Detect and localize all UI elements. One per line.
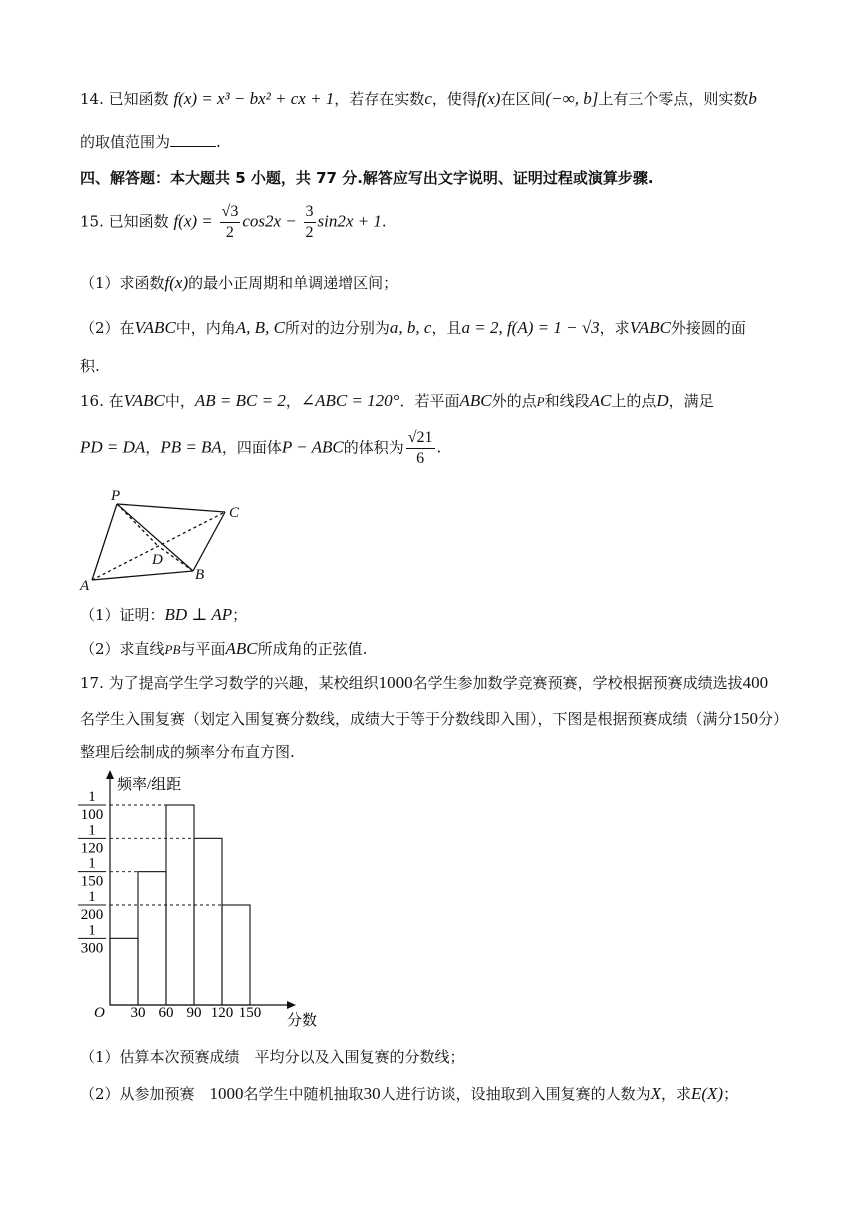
y-tick-numerator: 1 <box>88 789 96 805</box>
q17-number-1000: 1000 <box>378 673 413 692</box>
q16-text: 的体积为 <box>343 438 404 457</box>
q14-text: ，使得 <box>431 90 477 108</box>
q16-text: （1）证明： <box>80 606 165 624</box>
q15-angles: A, B, C <box>235 318 285 337</box>
q17-text: ，求 <box>660 1085 691 1103</box>
section-heading: 四、解答题：本大题共 5 小题，共 77 分.解答应写出文字说明、证明过程或演算步骤. <box>80 169 654 187</box>
q16-text: 和线段 <box>544 392 590 410</box>
label-D: D <box>152 552 163 568</box>
q15-fx: f(x) = <box>173 211 213 231</box>
q15-text: 的最小正周期和单调递增区间； <box>188 274 399 292</box>
q14-var-c: c <box>424 89 432 108</box>
histogram-bar <box>194 838 222 1005</box>
q17-text: 人进行访谈，设抽取到入围复赛的人数为 <box>380 1085 651 1103</box>
q15-text: 所对的边分别为 <box>284 319 390 337</box>
q14-fx: f(x) <box>476 89 501 108</box>
tetrahedron-figure <box>76 488 256 592</box>
q15-text: ，且 <box>431 319 462 337</box>
edge-PD <box>117 504 158 546</box>
x-axis-arrow <box>287 1001 296 1009</box>
q16-eq: AB = BC = 2 <box>194 391 286 410</box>
q17-number-150: 150 <box>732 709 759 728</box>
q16-text: 上的点 <box>611 392 657 410</box>
q15-text: （2）在 <box>80 319 135 337</box>
q16-line2 <box>80 428 441 469</box>
q16-plane: ABC <box>459 391 492 410</box>
q17-text: 为了提高学生学习数学的兴趣，某校组织 <box>108 674 379 692</box>
q15-condition: a = 2, f(A) = 1 − √3 <box>461 318 600 337</box>
q15-frac-sqrt3-2: $\frac{√3}{2}$ <box>221 203 239 241</box>
q16-text: . <box>436 438 442 457</box>
q16-line-pb: PB <box>164 642 181 657</box>
q15-part2 <box>80 317 746 338</box>
x-tick-label: 90 <box>186 1005 202 1021</box>
q16-plane: ABC <box>225 639 258 658</box>
q15-text: 中，内角 <box>175 319 236 337</box>
q16-text: 与平面 <box>180 640 226 658</box>
label-P: P <box>111 488 121 504</box>
q17-number-30: 30 <box>363 1084 381 1103</box>
q16-part2 <box>80 638 367 659</box>
q14-text: ，若存在实数 <box>334 90 425 108</box>
histogram-bar <box>138 872 166 1005</box>
q16-eq: BD ⊥ AP <box>164 605 233 624</box>
q15-triangle: VABC <box>134 318 176 337</box>
q14-text: 上有三个零点，则实数 <box>598 90 749 108</box>
q14-text: 的取值范围为 <box>80 133 171 151</box>
q16-part1 <box>80 604 247 625</box>
q16-text: （2）求直线 <box>80 640 165 658</box>
y-tick-denominator: 100 <box>80 807 104 823</box>
q16-number: 16. <box>80 392 104 410</box>
edge-PC <box>117 504 225 512</box>
y-tick-denominator: 300 <box>80 940 104 957</box>
q14-line2 <box>80 131 221 152</box>
q16-text: 中， <box>164 392 195 410</box>
q16-text: ， <box>145 438 161 457</box>
q16-text: ，四面体 <box>221 438 282 457</box>
edge-BC <box>193 512 225 571</box>
y-tick-denominator: 150 <box>80 873 104 890</box>
x-tick-label: 60 <box>158 1005 174 1021</box>
x-tick-label: 120 <box>210 1005 234 1021</box>
q14-text: 在区间 <box>500 90 546 108</box>
q17-text: 名学生参加数学竞赛预赛，学校根据预赛成绩选拔 <box>412 674 743 692</box>
y-tick-numerator: 1 <box>88 922 96 939</box>
q15-cos: cos2x − <box>242 211 297 231</box>
q16-text: ， <box>285 392 301 410</box>
histogram-bar <box>110 938 138 1005</box>
q16-eq: PD = DA <box>80 437 146 457</box>
q17-text: 名学生入围复赛（划定入围复赛分数线，成绩大于等于分数线即入围），下图是根据预赛成绩（满分 <box>80 710 733 728</box>
y-tick-denominator: 200 <box>80 907 104 923</box>
q16-text: ； <box>232 606 248 624</box>
frequency-histogram <box>72 768 322 1030</box>
q17-text: （2）从参加预赛 <box>80 1085 210 1103</box>
q16-line1 <box>80 390 714 411</box>
q17-line3: 整理后绘制成的频率分布直方图. <box>80 743 295 761</box>
y-tick-numerator: 1 <box>88 889 96 905</box>
q16-segment: AC <box>589 391 612 410</box>
x-tick-label: 30 <box>130 1005 146 1021</box>
y-axis-arrow <box>106 770 114 779</box>
q16-text: ，满足 <box>668 392 714 410</box>
q16-point: D <box>656 391 669 410</box>
edge-BD <box>158 546 193 571</box>
edge-AB <box>92 571 193 580</box>
label-A: A <box>80 578 90 592</box>
x-axis-title: 分数 <box>287 1013 318 1029</box>
q17-line2 <box>80 708 788 729</box>
origin-label: O <box>94 1005 105 1021</box>
q17-part2 <box>80 1083 738 1104</box>
q17-line1 <box>80 672 768 693</box>
q15-sin: sin2x + 1 <box>317 211 382 231</box>
q14-text: 已知函数 <box>108 90 169 108</box>
q16-eq: PB = BA <box>160 437 222 457</box>
q17-text: 分） <box>758 710 789 728</box>
q17-number-400: 400 <box>742 673 769 692</box>
q15-sides: a, b, c <box>389 318 432 337</box>
q16-triangle: VABC <box>123 391 165 410</box>
q17-expectation: E(X) <box>690 1084 724 1103</box>
q16-eq: ∠ABC = 120° <box>300 391 400 410</box>
q15-text: 外接圆的面 <box>670 319 746 337</box>
y-tick-denominator: 120 <box>80 840 104 857</box>
y-tick-numerator: 1 <box>88 855 96 872</box>
y-axis-title: 频率/组距 <box>117 777 182 793</box>
y-tick-numerator: 1 <box>88 822 96 839</box>
q14-text: . <box>216 133 221 151</box>
x-tick-label: 150 <box>238 1005 262 1021</box>
q15-part1 <box>80 272 398 293</box>
label-B: B <box>195 567 205 583</box>
q15-text: . <box>381 212 387 231</box>
q17-number: 17. <box>80 674 104 692</box>
q15-number: 15. <box>80 212 104 231</box>
q15-text: 已知函数 <box>108 212 169 231</box>
q17-text: ； <box>723 1085 739 1103</box>
q15-fx: f(x) <box>164 273 189 292</box>
q16-text: 外的点 <box>491 392 537 410</box>
histogram-bar <box>222 905 250 1005</box>
q15-frac-3-2: $\frac{3}{2}$ <box>305 203 314 241</box>
q16-tetrahedron: P − ABC <box>281 437 344 457</box>
q17-var-x: X <box>650 1084 661 1103</box>
label-C: C <box>229 505 240 521</box>
q17-number-1000: 1000 <box>209 1084 244 1103</box>
q15-part2-cont: 积. <box>80 357 100 375</box>
q14-function: f(x) = x³ − bx² + cx + 1 <box>173 89 335 108</box>
q16-point: P <box>536 394 545 409</box>
q15-triangle: VABC <box>629 318 671 337</box>
q14-var-b: b <box>748 89 757 108</box>
q14-number: 14. <box>80 90 104 108</box>
q14-line1 <box>80 88 757 109</box>
q17-text: 名学生中随机抽取 <box>243 1085 364 1103</box>
q15-line1 <box>80 202 387 243</box>
q15-text: （1）求函数 <box>80 274 165 292</box>
q16-text: 在 <box>108 392 124 410</box>
q16-volume-frac: $\frac{√21}{6}$ <box>407 429 433 467</box>
q14-interval: (−∞, b] <box>545 89 599 108</box>
q16-text: ．若平面 <box>399 392 460 410</box>
q17-part1: （1）估算本次预赛成绩 平均分以及入围复赛的分数线； <box>80 1048 465 1066</box>
q16-text: 所成角的正弦值. <box>257 640 368 658</box>
answer-blank <box>170 132 216 147</box>
q15-text: ，求 <box>599 319 630 337</box>
